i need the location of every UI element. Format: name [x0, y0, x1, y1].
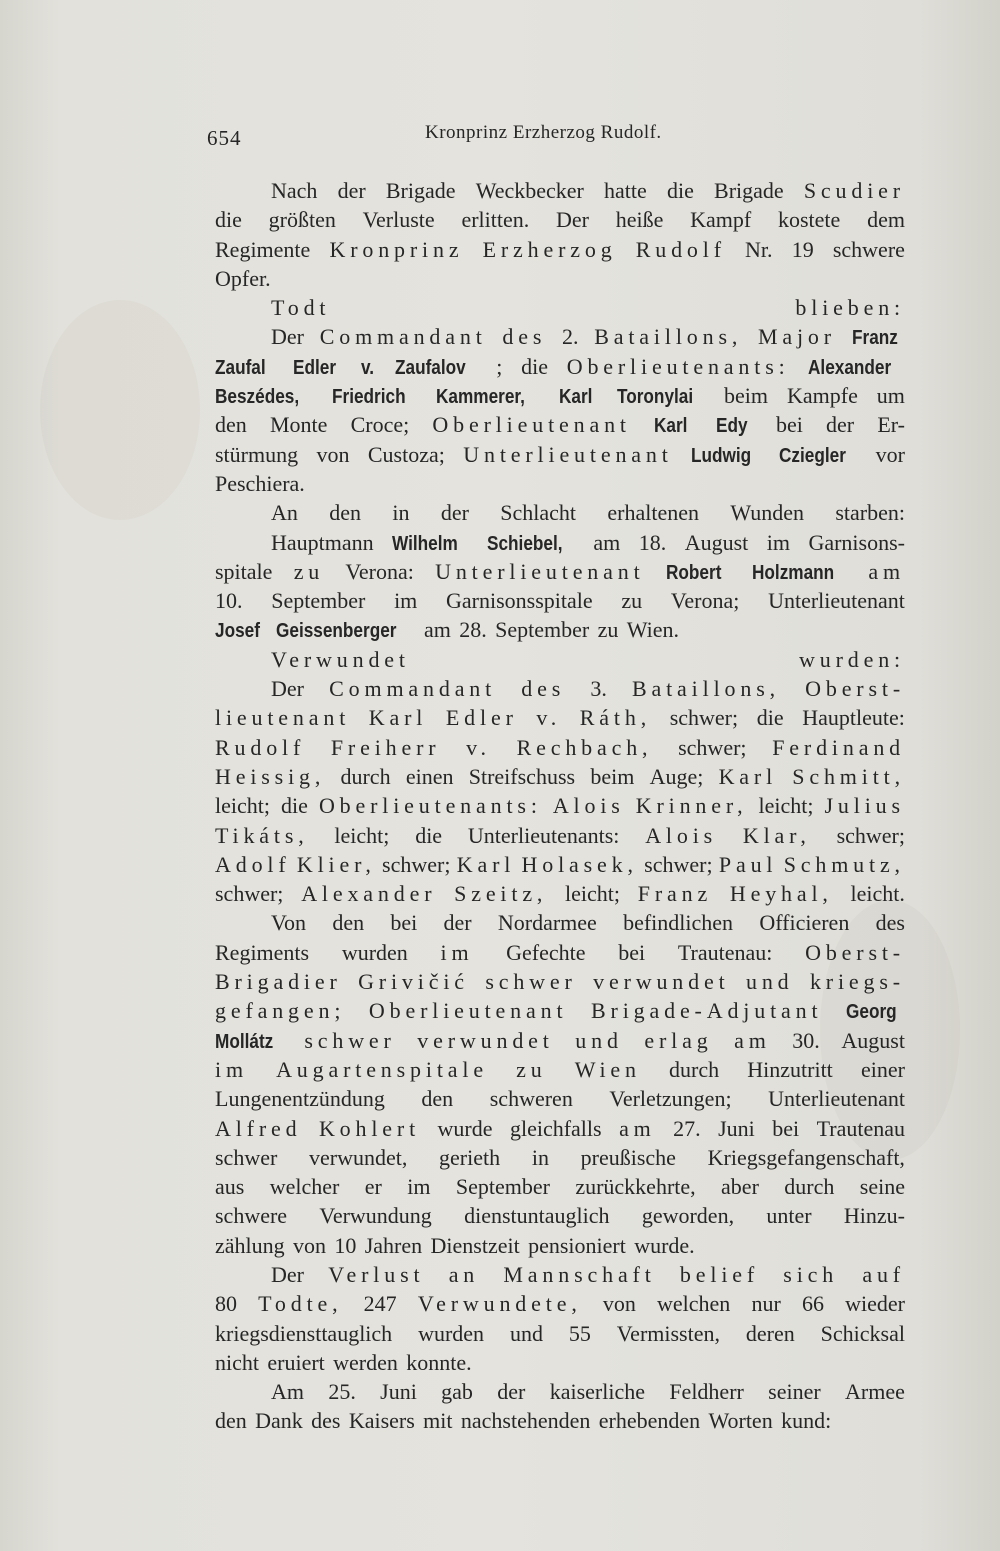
text-line: Adolf Klier, schwer; Karl Holasek, schwer; Paul Schmutz,	[215, 851, 905, 877]
text-line: lieutenant Karl Edler v. Ráth, schwer; die Hauptleute:	[215, 705, 905, 731]
text-line: Opfer.	[215, 265, 271, 291]
text-line: stürmung von Custoza; Unterlieutenant Ludwig Cziegler vor	[215, 441, 905, 467]
text-line: 80 Todte, 247 Verwundete, von welchen nur 66 wieder	[215, 1291, 905, 1317]
text-line: den Dank des Kaisers mit nachstehenden erhebenden Worten kund:	[215, 1408, 832, 1434]
text-line: Regimente Kronprinz Erzherzog Rudolf Nr. 19 schwere	[215, 236, 905, 262]
text-line: An den in der Schlacht erhaltenen Wunden starben:	[271, 500, 905, 526]
text-line: Heissig, durch einen Streifschuss beim Auge; Karl Schmitt,	[215, 763, 905, 789]
text-line: den Monte Croce; Oberlieutenant Karl Edy bei der Er-	[215, 412, 905, 438]
running-title: Kronprinz Erzherzog Rudolf.	[425, 122, 662, 143]
text-line: Verwundet wurden:	[271, 646, 905, 672]
text-line: Rudolf Freiherr v. Rechbach, schwer; Ferdinand	[215, 734, 905, 760]
page-number: 654	[207, 126, 242, 150]
text-line: zählung von 10 Jahren Dienstzeit pensioniert wurde.	[215, 1232, 695, 1258]
text-line: Zaufal Edler v. Zaufalov ; die Oberlieutenants: Alexander	[215, 353, 892, 379]
text-line: kriegsdiensttauglich wurden und 55 Vermissten, deren Schicksal	[215, 1320, 905, 1346]
text-line: Beszédes, Friedrich Kammerer, Karl Toronylai beim Kampfe um	[215, 383, 905, 409]
text-line: aus welcher er im September zurückkehrte, aber durch seine	[215, 1174, 905, 1200]
text-line: spitale zu Verona: Unterlieutenant Robert Holzmann am	[215, 558, 905, 584]
text-line: Nach der Brigade Weckbecker hatte die Brigade Scudier	[271, 178, 905, 203]
body-text	[215, 176, 905, 1436]
text-line: leicht; die Oberlieutenants: Alois Krinner, leicht; Julius	[215, 793, 905, 819]
text-line: Lungenentzündung den schweren Verletzungen; Unterlieutenant	[215, 1086, 905, 1112]
page-header	[207, 120, 667, 160]
text-line: Regiments wurden im Gefechte bei Trautenau: Oberst-	[215, 939, 905, 965]
text-line: schwere Verwundung dienstuntauglich geworden, unter Hinzu-	[215, 1203, 905, 1229]
text-line: Der Commandant des 2. Bataillons, Major Franz	[271, 324, 898, 350]
text-line: Brigadier Grivičić schwer verwundet und kriegs-	[215, 969, 905, 995]
text-line: Alfred Kohlert wurde gleichfalls am 27. Juni bei Trautenau	[215, 1115, 905, 1141]
text-line: schwer; Alexander Szeitz, leicht; Franz Heyhal, leicht.	[215, 881, 905, 907]
text-line: Der Verlust an Mannschaft belief sich auf	[271, 1261, 905, 1287]
text-line: schwer verwundet, gerieth in preußische Kriegsgefangenschaft,	[215, 1144, 905, 1170]
text-line: die größten Verluste erlitten. Der heiße Kampf kostete dem	[215, 207, 905, 233]
text-line: im Augartenspitale zu Wien durch Hinzutritt einer	[215, 1056, 905, 1082]
text-line: nicht eruiert werden konnte.	[215, 1349, 472, 1375]
text-line: gefangen; Oberlieutenant Brigade-Adjutant Georg	[215, 998, 897, 1024]
text-line: Todt blieben:	[271, 295, 905, 321]
text-line: Von den bei der Nordarmee befindlichen Officieren des	[271, 910, 905, 936]
text-line: Tikáts, leicht; die Unterlieutenants: Alois Klar, schwer;	[215, 822, 905, 848]
text-line: Peschiera.	[215, 470, 305, 496]
text-line: Hauptmann Wilhelm Schiebel, am 18. August im Garnisons-	[271, 529, 905, 555]
text-line: 10. September im Garnisonsspitale zu Verona; Unterlieutenant	[215, 588, 905, 614]
text-line: Am 25. Juni gab der kaiserliche Feldherr seiner Armee	[271, 1379, 905, 1405]
paper-stain	[40, 300, 200, 520]
text-line: Josef Geissenberger am 28. September zu Wien.	[215, 617, 679, 643]
text-line: Der Commandant des 3. Bataillons, Oberst-	[271, 676, 905, 702]
text-line: Mollátz schwer verwundet und erlag am 30. August	[215, 1027, 905, 1053]
